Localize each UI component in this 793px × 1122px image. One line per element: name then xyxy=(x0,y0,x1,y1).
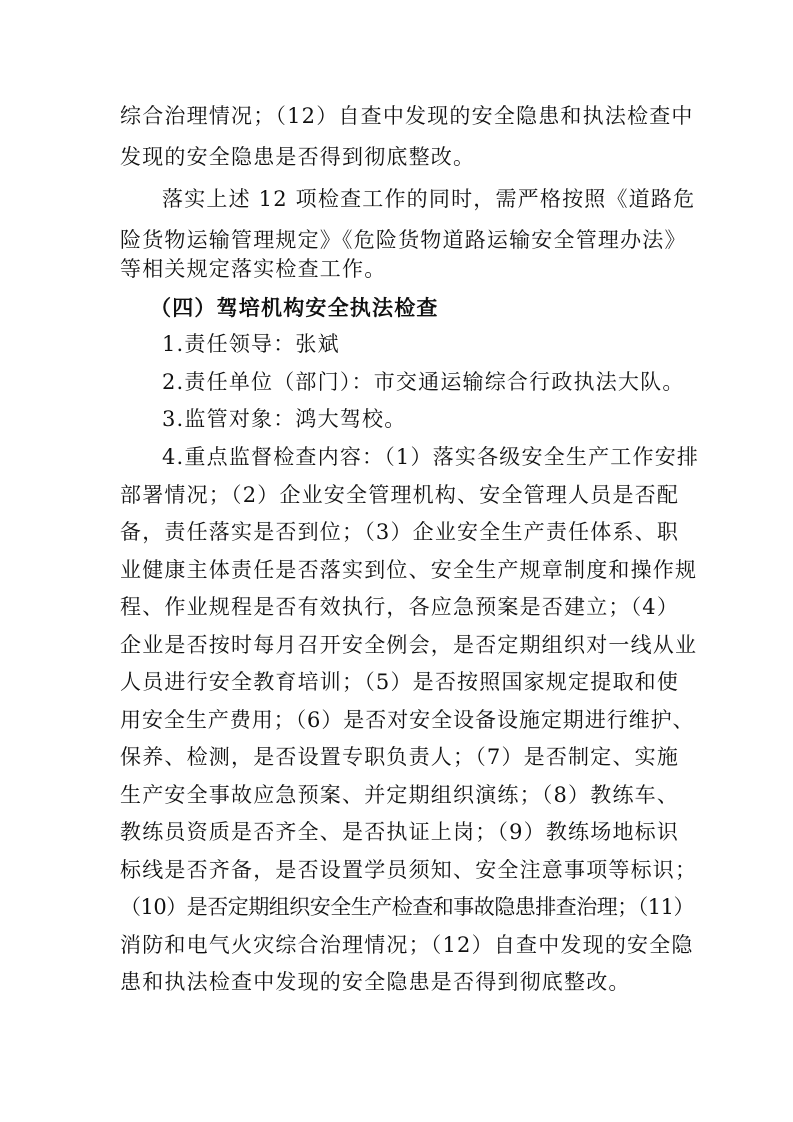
text-line: 人员进行安全教育培训；（5）是否按照国家规定提取和使 xyxy=(120,670,680,694)
text-line: 部署情况；（2）企业安全管理机构、安全管理人员是否配 xyxy=(120,483,680,507)
text-line: 企业是否按时每月召开安全例会，是否定期组织对一线从业 xyxy=(120,633,698,657)
text-line: 消防和电气火灾综合治理情况；（12）自查中发现的安全隐 xyxy=(120,933,694,957)
text-line: （10）是否定期组织安全生产检查和事故隐患排查治理；（11） xyxy=(120,895,694,919)
text-line: 用安全生产费用；（6）是否对安全设备设施定期进行维护、 xyxy=(120,708,695,732)
text-line: 等相关规定落实检查工作。 xyxy=(120,257,387,281)
text-line: 3.监管对象：鸿大驾校。 xyxy=(162,407,407,431)
text-line: 患和执法检查中发现的安全隐患是否得到彻底整改。 xyxy=(120,970,631,994)
text-line: 发现的安全隐患是否得到彻底整改。 xyxy=(120,145,476,169)
text-line: 业健康主体责任是否落实到位、安全生产规章制度和操作规 xyxy=(120,558,698,582)
section-heading: （四）驾培机构安全执法检查 xyxy=(150,295,439,320)
text-line: 险货物运输管理规定》《危险货物道路运输安全管理办法》 xyxy=(120,228,687,252)
text-line: 标线是否齐备，是否设置学员须知、安全注意事项等标识； xyxy=(120,858,698,882)
text-line: 生产安全事故应急预案、并定期组织演练；（8）教练车、 xyxy=(120,783,680,807)
text-line: 教练员资质是否齐全、是否执证上岗；（9）教练场地标识 xyxy=(120,820,680,844)
text-line: 2.责任单位（部门）：市交通运输综合行政执法大队。 xyxy=(162,370,685,394)
text-line: 1.责任领导：张斌 xyxy=(162,332,340,356)
text-line: 程、作业规程是否有效执行，各应急预案是否建立；（4） xyxy=(120,595,680,619)
text-line: 4.重点监督检查内容：（1）落实各级安全生产工作安排 xyxy=(162,445,700,469)
text-line: 落实上述 12 项检查工作的同时，需严格按照《道路危 xyxy=(162,187,696,211)
text-line: 综合治理情况；（12）自查中发现的安全隐患和执法检查中 xyxy=(120,104,694,128)
text-line: 备，责任落实是否到位；（3）企业安全生产责任体系、职 xyxy=(120,520,680,544)
text-line: 保养、检测，是否设置专职负责人；（7）是否制定、实施 xyxy=(120,745,680,769)
